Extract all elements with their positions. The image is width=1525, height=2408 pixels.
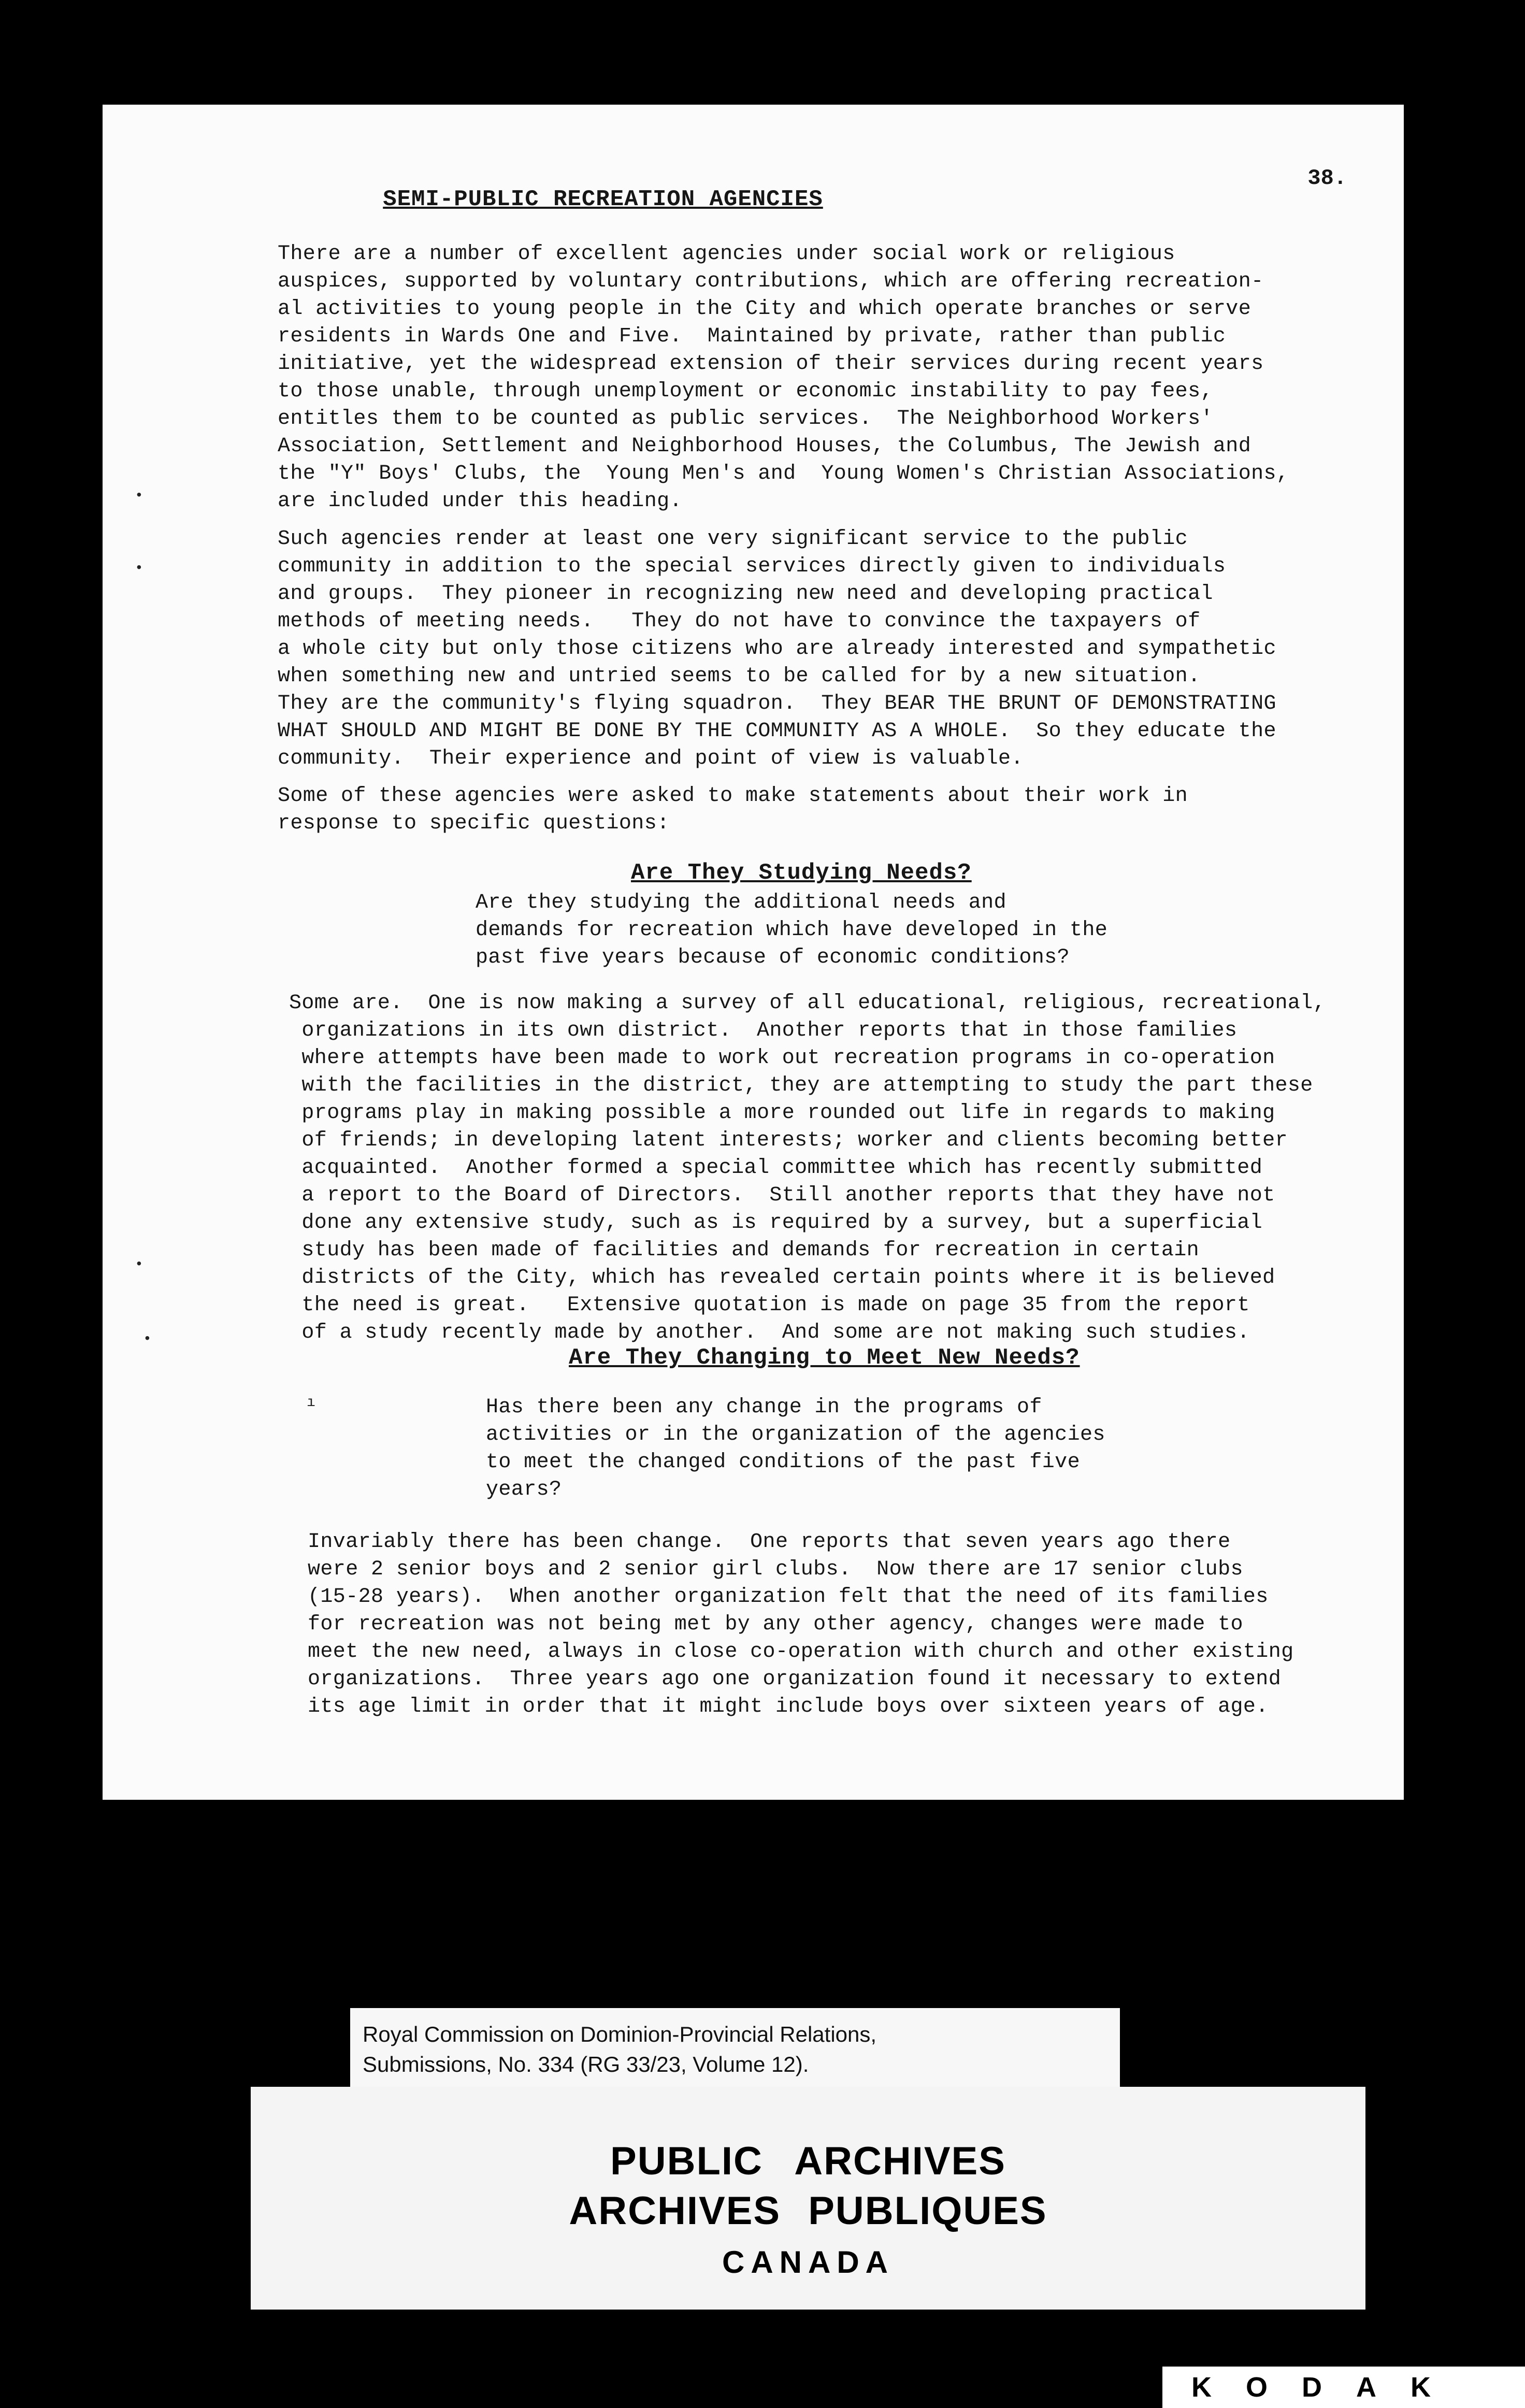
archive-citation: Royal Commission on Dominion-Provincial Relations, Submissions, No. 334 (RG 33/23, Volume 12). [350, 2008, 1120, 2092]
margin-dot-mark: • [143, 1331, 152, 1348]
question-2: Has there been any change in the programs of activities or in the organization of the agencies to meet the changed conditions of the past five years? [486, 1396, 1105, 1501]
paragraph-2: Such agencies render at least one very significant service to the public community in addition to the special services directly given to individuals and groups. They pioneer in recognizing new need and developing practical methods of meeting needs. They do not have to convince the taxpayers of a whole city but only those citizens who are already interested and sympathetic when something new and untried seems to be called for by a new situation. They are the community's flying squadron. They BEAR THE BRUNT OF DEMONSTRATING WHAT SHOULD AND MIGHT BE DONE BY THE COMMUNITY AS A WHOLE. So they educate the community. Their experience and point of view is valuable. [278, 527, 1276, 770]
answer-1: Some are. One is now making a survey of all educational, religious, recreational, organizations in its own district. Another reports that in those families where attempts have been made to work out recreation programs in co-operation with the facilities in the district, they are attempting to study the part these programs play in making possible a more rounded out life in regards to making of friends; in developing latent interests; worker and clients becoming better acquainted. Another formed a special committee which has recently submitted a report to the Board of Directors. Still another reports that they have not done any extensive study, such as is required by a survey, but a superficial study has been made of facilities and demands for recreation in certain districts of the City, which has revealed certain points where it is believed the need is great. Extensive quotation is made on page 35 from the report of a study recently made by another. And some are not making such studies. [289, 992, 1326, 1344]
paragraph-1: There are a number of excellent agencies under social work or religious auspices, supported by voluntary contributions, which are offering recreation- al activities to young people in the City and which operate branches or serve residents in Wards One and Five. Maintained by private, rather than public initiative, yet the widespread extension of their services during recent years to those unable, through unemployment or economic instability to pay fees, entitles them to be counted as public services. The Neighborhood Workers' Association, Settlement and Neighborhood Houses, the Columbus, The Jewish and the "Y" Boys' Clubs, the Young Men's and Young Women's Christian Associations, are included under this heading. [278, 242, 1289, 513]
margin-dot-mark: • [135, 1257, 143, 1273]
film-edge-marking: KODAK [1162, 2367, 1525, 2408]
margin-tick-mark: ı [307, 1395, 315, 1411]
question-2-heading: Are They Changing to Meet New Needs? [569, 1345, 1080, 1371]
question-1-heading: Are They Studying Needs? [631, 860, 972, 886]
paragraph-3: Some of these agencies were asked to make statements about their work in response to specific questions: [278, 784, 1188, 835]
document-page [103, 105, 1404, 1800]
page-number: 38. [1307, 166, 1347, 191]
stamp-line-3: CANADA [722, 2245, 894, 2280]
answer-2: Invariably there has been change. One reports that seven years ago there were 2 senior boys and 2 senior girl clubs. Now there are 17 senior clubs (15-28 years). When another organization felt that the need of its families for recreation was not being met by any other agency, changes were made to meet the new need, always in close co-operation with church and other existing organizations. Three years ago one organization found it necessary to extend its age limit in order that it might include boys over sixteen years of age. [308, 1530, 1294, 1718]
margin-dot-mark: • [135, 488, 143, 504]
stamp-line-2: ARCHIVES PUBLIQUES [569, 2189, 1047, 2233]
question-1: Are they studying the additional needs and demands for recreation which have developed in the past five years because of economic conditions? [476, 891, 1108, 969]
archive-stamp [251, 2087, 1365, 2310]
stamp-line-1: PUBLIC ARCHIVES [610, 2139, 1006, 2183]
margin-dot-mark: • [135, 561, 143, 577]
section-heading: SEMI-PUBLIC RECREATION AGENCIES [383, 187, 823, 212]
